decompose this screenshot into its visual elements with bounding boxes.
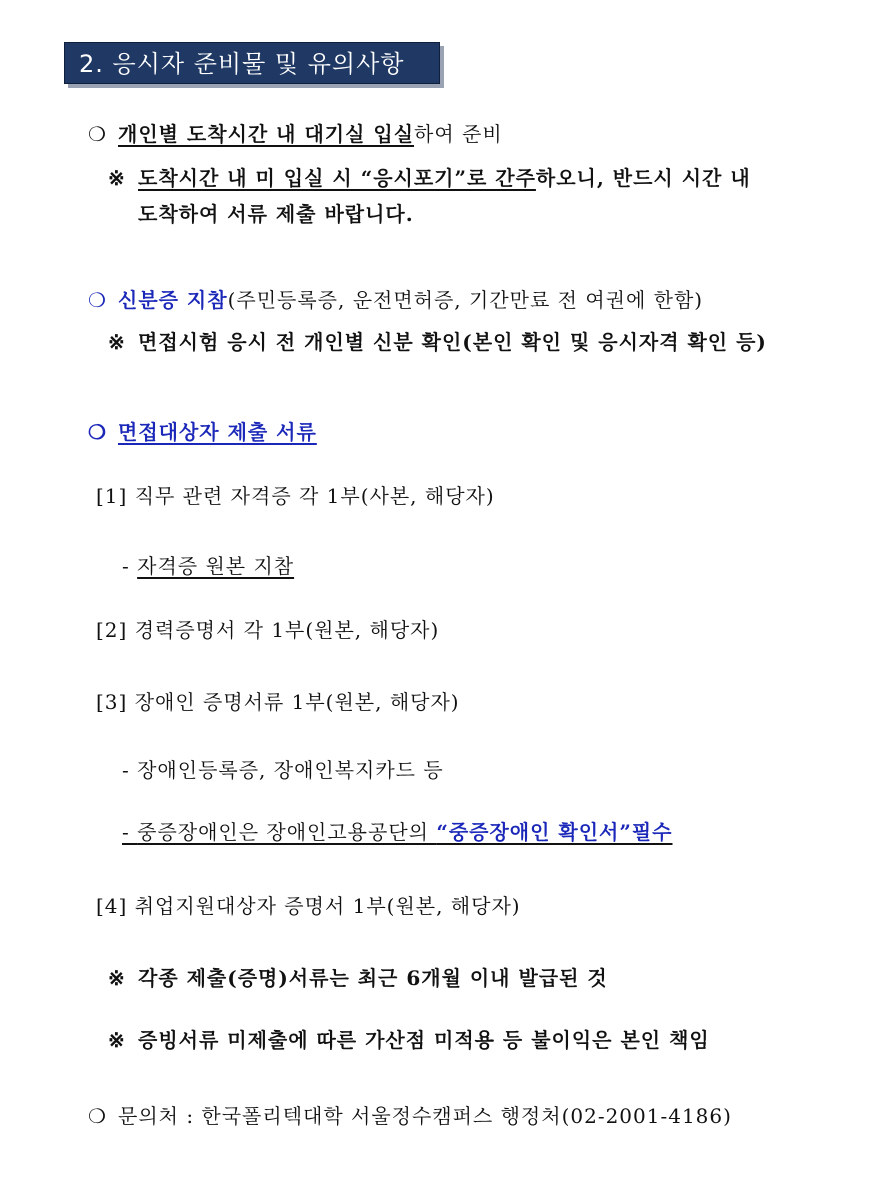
identity-check-text: 면접시험 응시 전 개인별 신분 확인(본인 확인 및 응시자격 확인 등)	[138, 330, 767, 354]
dash: -	[122, 820, 138, 844]
section-heading: 2. 응시자 준비물 및 유의사항	[64, 42, 440, 84]
circle-bullet-icon: ❍	[88, 1104, 107, 1128]
reference-mark-icon: ※	[108, 166, 126, 190]
document-item-3-sub1: - 장애인등록증, 장애인복지카드 등	[122, 758, 444, 782]
contact-info: 문의처 : 한국폴리텍대학 서울정수캠퍼스 행정처(02-2001-4186)	[118, 1104, 732, 1128]
document-item-4: [4] 취업지원대상자 증명서 1부(원본, 해당자)	[96, 894, 521, 918]
contact-line	[88, 1100, 732, 1129]
document-item-1-sub	[122, 550, 294, 579]
documents-title-line	[88, 416, 317, 445]
identity-check-note	[108, 326, 767, 355]
waiting-room-emphasis: 개인별 도착시간 내 대기실 입실	[118, 122, 415, 146]
reference-mark-icon: ※	[108, 1028, 126, 1052]
id-card-line	[88, 284, 703, 313]
documents-title: 면접대상자 제출 서류	[118, 420, 317, 444]
document-item-3: [3] 장애인 증명서류 1부(원본, 해당자)	[96, 690, 460, 714]
document-item-1: [1] 직무 관련 자격증 각 1부(사본, 해당자)	[96, 484, 495, 508]
recent-issue-note	[108, 962, 608, 991]
severe-disability-certificate: “중증장애인 확인서”필수	[436, 820, 673, 844]
document-item-3-sub2	[122, 816, 673, 845]
waiting-room-rest: 하여 준비	[414, 122, 503, 146]
disadvantage-text: 증빙서류 미제출에 따른 가산점 미적용 등 불이익은 본인 책임	[138, 1028, 710, 1052]
document-item-2: [2] 경력증명서 각 1부(원본, 해당자)	[96, 618, 440, 642]
arrival-note-rest: 하오니, 반드시 시간 내	[535, 166, 751, 190]
reference-mark-icon: ※	[108, 966, 126, 990]
severe-disability-text: 중증장애인은 장애인고용공단의	[137, 820, 437, 844]
waiting-room-line	[88, 118, 503, 147]
original-certificate-note: 자격증 원본 지참	[137, 554, 295, 578]
id-card-rest: (주민등록증, 운전면허증, 기간만료 전 여권에 한함)	[227, 288, 704, 312]
circle-bullet-icon: ❍	[88, 420, 107, 444]
arrival-note-line1	[108, 162, 751, 191]
id-card-emphasis: 신분증 지참	[118, 288, 228, 312]
recent-issue-text: 각종 제출(증명)서류는 최근 6개월 이내 발급된 것	[138, 966, 608, 990]
circle-bullet-icon: ❍	[88, 288, 107, 312]
disadvantage-note	[108, 1024, 710, 1053]
arrival-note-emphasis: 도착시간 내 미 입실 시 “응시포기”로 간주	[138, 166, 536, 190]
reference-mark-icon: ※	[108, 330, 126, 354]
dash: -	[122, 554, 138, 578]
circle-bullet-icon: ❍	[88, 122, 107, 146]
arrival-note-line2: 도착하여 서류 제출 바랍니다.	[138, 202, 414, 226]
